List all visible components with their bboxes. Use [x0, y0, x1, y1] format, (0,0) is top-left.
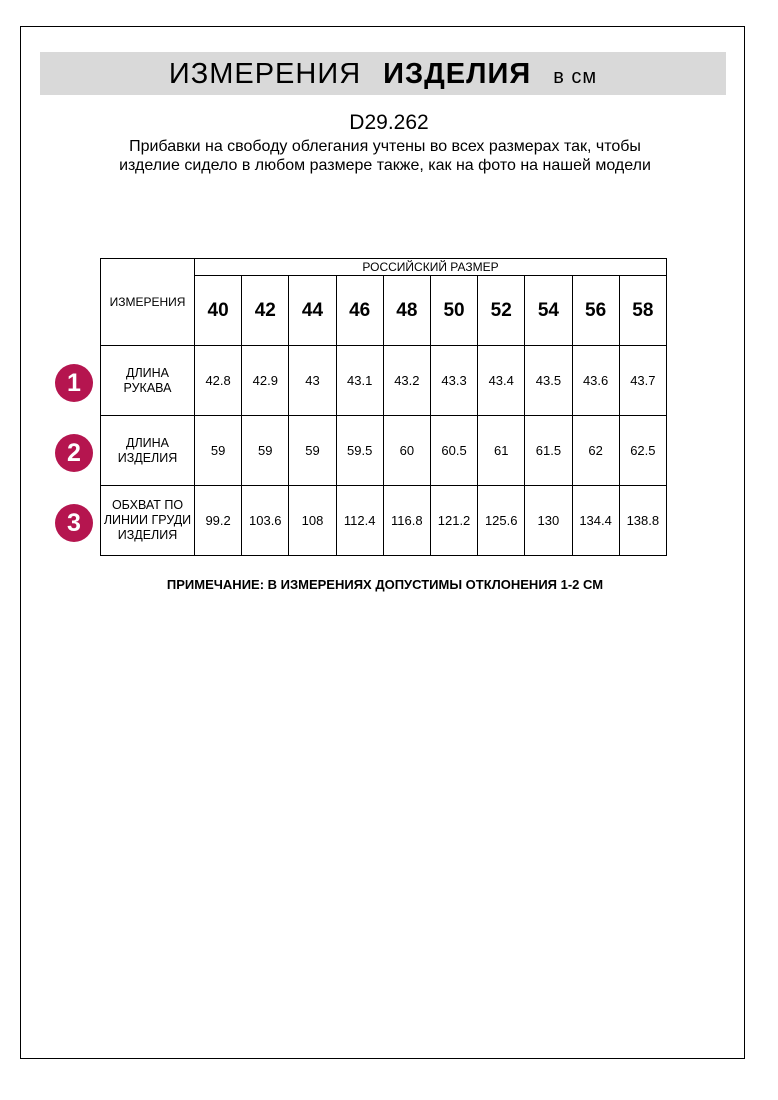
- value-cell: 138.8: [619, 486, 666, 556]
- title-unit: в см: [553, 66, 598, 88]
- value-cell: 121.2: [430, 486, 477, 556]
- size-50: 50: [430, 276, 477, 346]
- value-cell: 43: [289, 346, 336, 416]
- value-cell: 43.4: [478, 346, 525, 416]
- measurement-label: ОБХВАТ ПО ЛИНИИ ГРУДИ ИЗДЕЛИЯ: [101, 486, 195, 556]
- value-cell: 59: [289, 416, 336, 486]
- size-42: 42: [242, 276, 289, 346]
- row-number-badge: 2: [55, 434, 93, 472]
- value-cell: 42.8: [195, 346, 242, 416]
- table-row: [101, 346, 667, 416]
- value-cell: 60.5: [430, 416, 477, 486]
- value-cell: 43.3: [430, 346, 477, 416]
- measurement-label: ДЛИНА РУКАВА: [101, 346, 195, 416]
- value-cell: 134.4: [572, 486, 619, 556]
- measurements-header: ИЗМЕРЕНИЯ: [101, 259, 195, 346]
- measurement-label: ДЛИНА ИЗДЕЛИЯ: [101, 416, 195, 486]
- value-cell: 60: [383, 416, 430, 486]
- value-cell: 103.6: [242, 486, 289, 556]
- value-cell: 42.9: [242, 346, 289, 416]
- value-cell: 112.4: [336, 486, 383, 556]
- title-bar: [40, 52, 726, 95]
- size-44: 44: [289, 276, 336, 346]
- value-cell: 130: [525, 486, 572, 556]
- value-cell: 99.2: [195, 486, 242, 556]
- value-cell: 43.6: [572, 346, 619, 416]
- table-row: [101, 416, 667, 486]
- title-product: ИЗДЕЛИЯ: [383, 58, 532, 90]
- value-cell: 59: [195, 416, 242, 486]
- value-cell: 62: [572, 416, 619, 486]
- size-52: 52: [478, 276, 525, 346]
- size-40: 40: [195, 276, 242, 346]
- title-measurements: ИЗМЕРЕНИЯ: [168, 58, 362, 90]
- header-row: [101, 259, 667, 276]
- tolerance-note: ПРИМЕЧАНИЕ: В ИЗМЕРЕНИЯХ ДОПУСТИМЫ ОТКЛОНЕНИЯ 1-2 СМ: [166, 577, 604, 592]
- value-cell: 43.5: [525, 346, 572, 416]
- size-table: [100, 258, 667, 556]
- size-48: 48: [383, 276, 430, 346]
- value-cell: 108: [289, 486, 336, 556]
- value-cell: 61.5: [525, 416, 572, 486]
- row-number-badge: 1: [55, 364, 93, 402]
- size-46: 46: [336, 276, 383, 346]
- table-row: [101, 486, 667, 556]
- value-cell: 43.2: [383, 346, 430, 416]
- value-cell: 59: [242, 416, 289, 486]
- size-system-header: РОССИЙСКИЙ РАЗМЕР: [195, 259, 667, 276]
- value-cell: 125.6: [478, 486, 525, 556]
- fit-description: Прибавки на свободу облегания учтены во всех размерах так, чтобы изделие сидело в любом размере также, как на фото на нашей модели: [119, 138, 651, 174]
- product-code: D29.262: [349, 111, 429, 134]
- value-cell: 43.7: [619, 346, 666, 416]
- value-cell: 61: [478, 416, 525, 486]
- value-cell: 43.1: [336, 346, 383, 416]
- value-cell: 116.8: [383, 486, 430, 556]
- value-cell: 59.5: [336, 416, 383, 486]
- size-56: 56: [572, 276, 619, 346]
- row-number-badge: 3: [55, 504, 93, 542]
- value-cell: 62.5: [619, 416, 666, 486]
- size-54: 54: [525, 276, 572, 346]
- size-58: 58: [619, 276, 666, 346]
